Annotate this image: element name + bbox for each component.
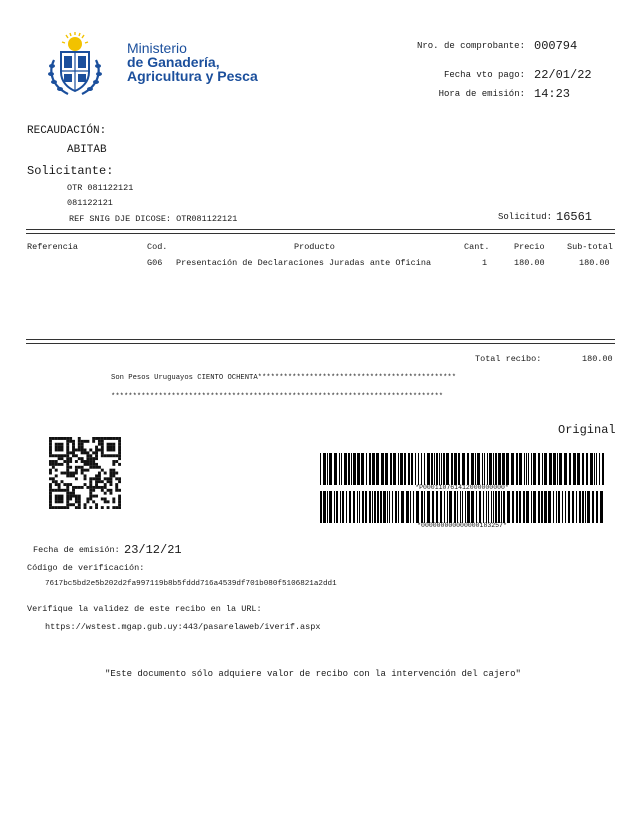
comprobante-value: 000794 xyxy=(534,39,578,53)
ministry-name-line3: Agricultura y Pesca xyxy=(127,68,258,84)
sun-icon xyxy=(62,32,88,51)
verification-url[interactable]: https://wstest.mgap.gub.uy:443/pasarelaweb/iverif.aspx xyxy=(45,622,321,632)
divider xyxy=(26,339,615,340)
barcode-2 xyxy=(320,491,604,523)
ministry-logo xyxy=(44,30,106,98)
total-value: 180.00 xyxy=(582,354,613,364)
fecha-vto-value: 22/01/22 xyxy=(534,68,592,82)
col-header-referencia: Referencia xyxy=(27,242,79,252)
col-header-cod: Cod. xyxy=(147,242,168,252)
hora-emision-value: 14:23 xyxy=(534,87,571,101)
fecha-emision-label: Fecha de emisión: xyxy=(33,545,120,555)
ministry-name-line1: Ministerio xyxy=(127,40,187,56)
row-producto: Presentación de Declaraciones Juradas ante Oficina xyxy=(176,258,432,268)
fecha-emision-value: 23/12/21 xyxy=(124,543,182,557)
url-label: Verifique la validez de este recibo en la URL: xyxy=(27,604,262,614)
barcode-2-text: *000000000000000183257* xyxy=(417,522,507,529)
col-header-precio: Precio xyxy=(514,242,545,252)
hora-emision-label: Hora de emisión: xyxy=(438,89,525,99)
amount-in-words-line1: Son Pesos Uruguayos CIENTO OCHENTA********************************************** xyxy=(111,374,457,382)
divider xyxy=(26,343,615,344)
recaudacion-label: RECAUDACIÓN: xyxy=(27,125,107,137)
total-label: Total recibo: xyxy=(475,354,542,364)
row-cant: 1 xyxy=(482,258,488,268)
solicitante-label: Solicitante: xyxy=(27,164,114,178)
divider xyxy=(26,229,615,230)
disclaimer-text: "Este documento sólo adquiere valor de recibo con la intervención del cajero" xyxy=(105,669,521,679)
qr-code xyxy=(49,437,121,509)
row-subtotal: 180.00 xyxy=(579,258,610,268)
fecha-vto-label: Fecha vto pago: xyxy=(443,70,525,80)
amount-in-words-line2: ***************************************************************************** xyxy=(111,393,444,401)
solicitante-line1: OTR 081122121 xyxy=(67,183,134,193)
solicitud-label: Solicitud: xyxy=(498,212,553,222)
ministry-name-line2: de Ganadería, xyxy=(127,54,220,70)
barcode-1 xyxy=(320,453,604,485)
codigo-verificacion-label: Código de verificación: xyxy=(27,563,145,573)
row-precio: 180.00 xyxy=(514,258,545,268)
col-header-cant: Cant. xyxy=(464,242,490,252)
comprobante-label: Nro. de comprobante: xyxy=(416,41,525,51)
col-header-subtotal: Sub-total xyxy=(567,242,613,252)
col-header-producto: Producto xyxy=(294,242,335,252)
copy-label: Original xyxy=(558,423,616,437)
row-cod: G06 xyxy=(147,258,163,268)
solicitud-value: 16561 xyxy=(556,210,593,224)
solicitante-line2: 081122121 xyxy=(67,198,113,208)
barcode-1-text: *P000110761412000000000* xyxy=(415,484,509,491)
solicitante-ref: REF SNIG DJE DICOSE: OTR081122121 xyxy=(69,214,238,224)
divider xyxy=(26,233,615,234)
codigo-verificacion-value: 7617bc5bd2e5b202d2fa997119b8b5fddd716a4539df701b080f5106821a2dd1 xyxy=(45,580,337,588)
recaudacion-value: ABITAB xyxy=(67,144,107,156)
